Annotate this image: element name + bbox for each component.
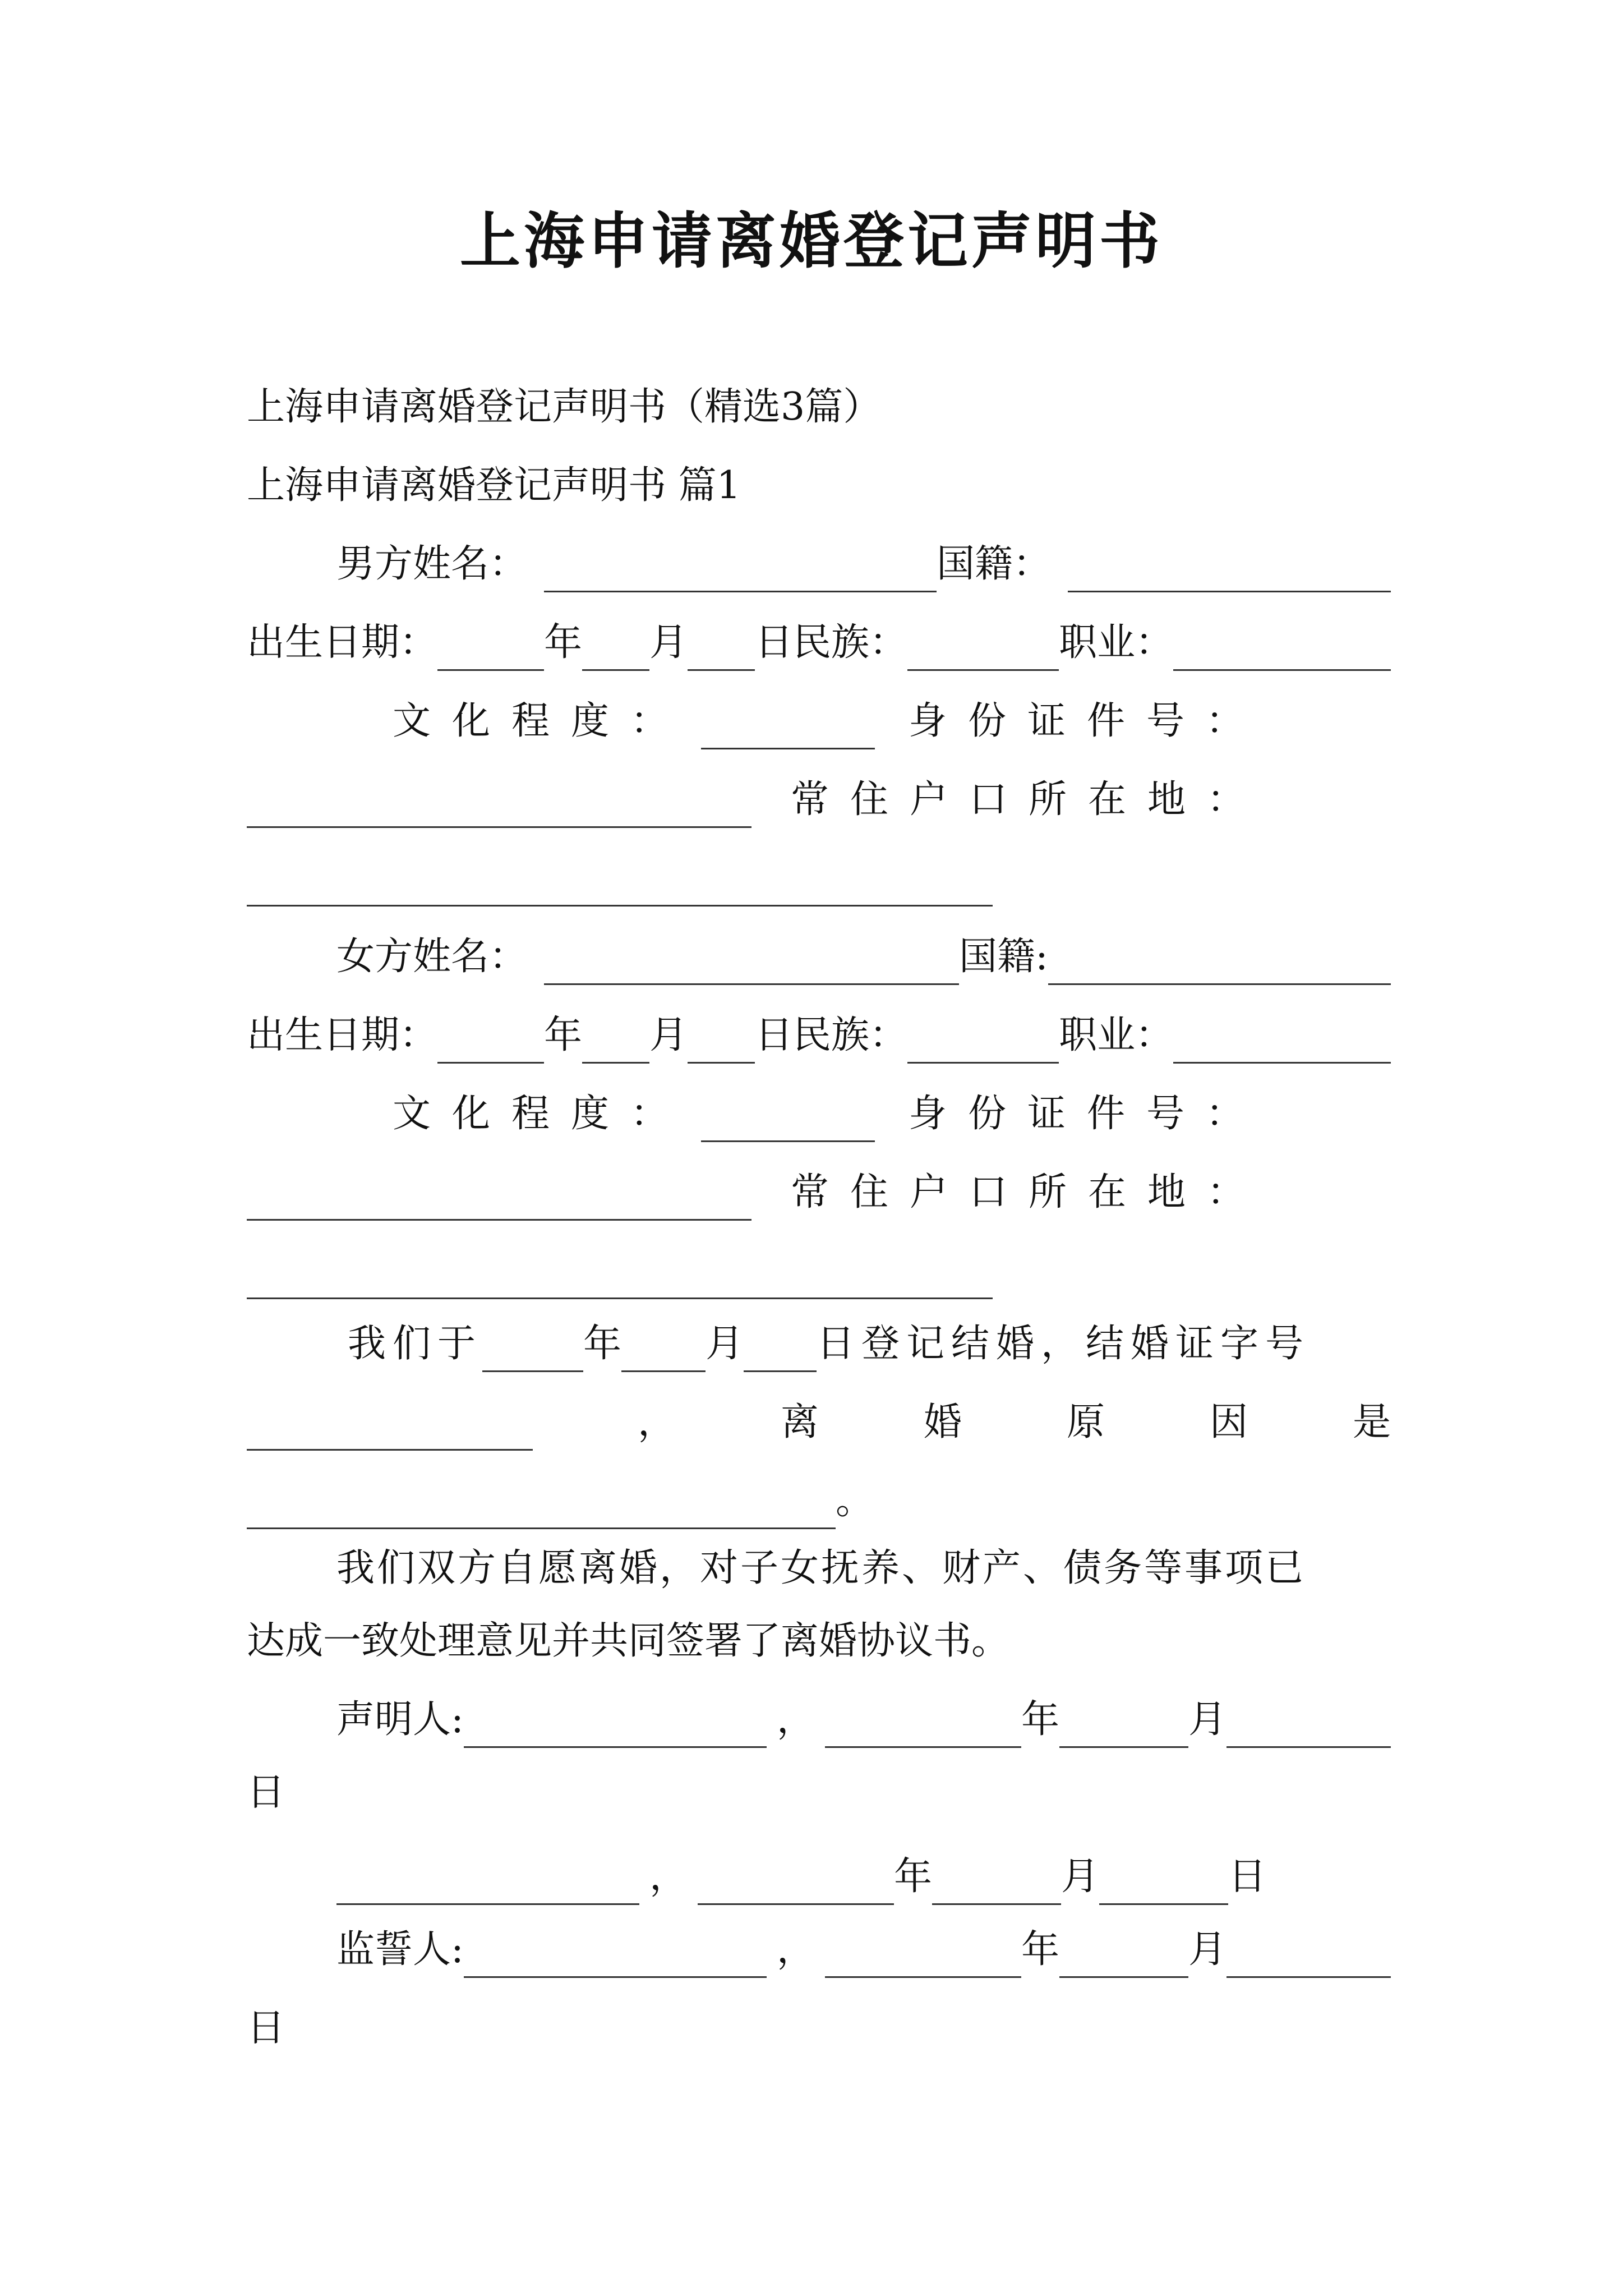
male-name-field[interactable] — [544, 591, 937, 592]
male-residence-line — [247, 763, 1391, 841]
declarant-line — [336, 1683, 1391, 1761]
page-title: 上海申请离婚登记声明书 — [459, 206, 1163, 277]
female-id-field[interactable] — [247, 1219, 751, 1221]
male-nationality-field[interactable] — [1068, 591, 1391, 592]
male-residence-label: 常住户口所在地： — [791, 777, 1267, 822]
female-birth-month-field[interactable] — [582, 1062, 649, 1064]
second-declarant-name-field[interactable] — [336, 1903, 639, 1905]
guardian-year-label: 年 — [1021, 1927, 1059, 1972]
female-year-label: 年 — [544, 1013, 583, 1057]
agreement-text-2: 达成一致处理意见并共同签署了离婚协议书。 — [247, 1619, 1010, 1663]
second-declarant-year-label: 年 — [894, 1855, 933, 1899]
male-name-line — [336, 527, 1391, 606]
female-name-line — [336, 920, 1391, 999]
guardian-name-field[interactable] — [464, 1976, 767, 1978]
reason-period: 。 — [836, 1479, 874, 1523]
declarant-name-field[interactable] — [464, 1746, 767, 1748]
male-name-label: 男方姓名： — [336, 542, 528, 586]
male-day-ethnic-label: 日民族： — [755, 620, 908, 665]
declarant-label: 声明人: — [336, 1697, 464, 1742]
guardian-day-line — [247, 1991, 1391, 2070]
declarant-month-label: 月 — [1188, 1697, 1227, 1742]
male-ethnic-field[interactable] — [907, 669, 1059, 671]
female-birth-label: 出生日期： — [247, 1013, 438, 1057]
marriage-registered-label: 日登记结婚，结婚证字号 — [817, 1322, 1311, 1366]
female-name-label: 女方姓名： — [336, 935, 528, 979]
female-birth-line — [247, 999, 1391, 1077]
female-residence-field-line — [247, 1234, 1391, 1313]
male-id-field[interactable] — [247, 826, 751, 828]
marriage-month-label: 月 — [706, 1322, 744, 1366]
male-education-line — [393, 684, 1391, 763]
male-nationality-label: 国籍： — [937, 542, 1052, 586]
reason-char: 离 — [780, 1400, 819, 1444]
reason-char: 婚 — [923, 1400, 962, 1444]
second-declarant-year-field[interactable] — [698, 1903, 894, 1905]
male-month-label: 月 — [649, 620, 688, 665]
agreement-line-1 — [336, 1531, 1391, 1610]
reason-char: 因 — [1209, 1400, 1248, 1444]
female-birth-day-field[interactable] — [688, 1062, 755, 1064]
guardian-line — [336, 1913, 1391, 1991]
declarant-month-field[interactable] — [1059, 1746, 1188, 1748]
marriage-reason-line — [247, 1386, 1391, 1464]
male-year-label: 年 — [544, 620, 583, 665]
male-residence-field-line — [247, 841, 1391, 920]
female-education-field[interactable] — [701, 1140, 875, 1142]
female-ethnic-field[interactable] — [907, 1062, 1059, 1064]
male-birth-line — [247, 606, 1391, 684]
female-nationality-field[interactable] — [1048, 983, 1391, 985]
certificate-number-field[interactable] — [247, 1449, 533, 1451]
male-birth-year-field[interactable] — [437, 669, 544, 671]
guardian-day-field[interactable] — [1227, 1976, 1391, 1978]
female-education-label: 文化程度： — [393, 1092, 690, 1136]
declarant-day-line — [247, 1756, 1391, 1834]
male-birth-label: 出生日期： — [247, 620, 438, 665]
second-declarant-line — [336, 1840, 1391, 1918]
subtitle: 上海申请离婚登记声明书（精选3篇） — [247, 385, 882, 429]
guardian-day-label: 日 — [247, 2006, 285, 2050]
second-declarant-comma: ， — [649, 1855, 688, 1899]
marriage-year-label: 年 — [583, 1322, 622, 1366]
marriage-month-field[interactable] — [621, 1370, 706, 1372]
male-id-label: 身份证件号： — [909, 699, 1266, 743]
marriage-comma: ， — [637, 1400, 676, 1444]
section-line — [247, 449, 1391, 527]
male-birth-month-field[interactable] — [582, 669, 649, 671]
declarant-year-label: 年 — [1021, 1697, 1059, 1742]
guardian-label: 监誓人: — [336, 1927, 464, 1972]
guardian-comma: ， — [776, 1927, 815, 1972]
second-declarant-day-field[interactable] — [1099, 1903, 1228, 1905]
male-residence-field[interactable] — [247, 905, 993, 907]
female-day-ethnic-label: 日民族： — [755, 1013, 908, 1057]
declarant-day-label: 日 — [247, 1770, 285, 1815]
female-job-field[interactable] — [1173, 1062, 1391, 1064]
marriage-day-field[interactable] — [744, 1370, 817, 1372]
section-heading: 上海申请离婚登记声明书 篇1 — [247, 463, 741, 508]
female-name-field[interactable] — [544, 983, 959, 985]
guardian-year-field[interactable] — [825, 1976, 1021, 1978]
declarant-comma: ， — [776, 1697, 815, 1742]
agreement-text-1: 我们双方自愿离婚，对子女抚养、财产、债务等事项已 — [336, 1546, 1306, 1590]
female-residence-line — [247, 1156, 1391, 1234]
female-job-label: 职业： — [1059, 1013, 1174, 1057]
male-education-field[interactable] — [701, 748, 875, 749]
guardian-month-field[interactable] — [1059, 1976, 1188, 1978]
female-id-label: 身份证件号： — [909, 1092, 1266, 1136]
female-nationality-label: 国籍: — [959, 935, 1048, 979]
marriage-date-line — [348, 1307, 1391, 1386]
female-education-line — [393, 1077, 1391, 1156]
marriage-year-field[interactable] — [482, 1370, 583, 1372]
female-birth-year-field[interactable] — [437, 1062, 544, 1064]
reason-char: 是 — [1352, 1400, 1391, 1444]
female-residence-field[interactable] — [247, 1297, 993, 1299]
reason-char: 原 — [1066, 1400, 1105, 1444]
declarant-day-field[interactable] — [1227, 1746, 1391, 1748]
declarant-year-field[interactable] — [825, 1746, 1021, 1748]
second-declarant-month-label: 月 — [1061, 1855, 1100, 1899]
female-residence-label: 常住户口所在地： — [791, 1170, 1267, 1214]
guardian-month-label: 月 — [1188, 1927, 1227, 1972]
second-declarant-day-label: 日 — [1228, 1855, 1267, 1899]
male-job-field[interactable] — [1173, 669, 1391, 671]
female-month-label: 月 — [649, 1013, 688, 1057]
male-job-label: 职业： — [1059, 620, 1174, 665]
male-education-label: 文化程度： — [393, 699, 690, 743]
marriage-we-on-label: 我们于 — [348, 1322, 483, 1366]
male-birth-day-field[interactable] — [688, 669, 755, 671]
subtitle-line — [247, 370, 1391, 449]
second-declarant-month-field[interactable] — [932, 1903, 1061, 1905]
agreement-line-2 — [247, 1604, 1391, 1683]
